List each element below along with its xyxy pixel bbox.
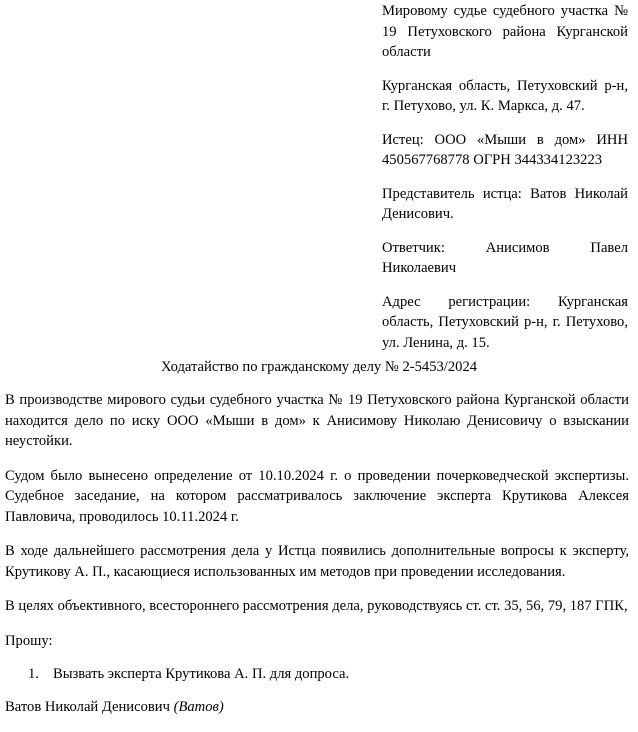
paragraph-additional-questions: В ходе дальнейшего рассмотрения дела у Истца появились дополнительные вопросы к эксперту, Крутикову А. П., касающиеся использованных им методов при проведении исследования. [5, 543, 629, 580]
court-name: Мировому судье судебного участка № 19 Петуховского района Курганской области [382, 3, 628, 60]
court-address: Курганская область, Петуховский р-н, г. Петухово, ул. К. Маркса, д. 47. [382, 77, 628, 114]
representative-info: Представитель истца: Ватов Николай Денисович. [382, 185, 628, 222]
paragraph-legal-basis: В целях объективного, всестороннего рассмотрения дела, руководствуясь ст. ст. 35, 56, 79, 187 ГПК, [5, 598, 628, 614]
defendant-address: Адрес регистрации: Курганская область, Петуховский р-н, г. Петухово, ул. Ленина, д. 15. [382, 293, 628, 351]
request-list [5, 664, 629, 685]
signer-name: Ватов Николай Денисович [5, 698, 170, 715]
document-body [5, 390, 629, 731]
handwritten-signature: (Ватов) [173, 698, 224, 715]
request-number: 1. [28, 666, 39, 682]
addressee-block [382, 1, 628, 366]
paragraph-case-info: В производстве мирового судьи судебного участка № 19 Петуховского района Курганской области находится дело по иску ООО «Мыши в дом» к Анисимову Николаю Денисовичу о взыскании неустойки. [5, 392, 629, 449]
paragraph-court-ruling: Судом было вынесено определение от 10.10.2024 г. о проведении почерковедческой экспертизы. Судебное заседание, на котором рассматривалось заключение эксперта Крутикова Алексея Павловича, проводилось 10.11.2024 г. [5, 467, 629, 525]
plaintiff-info: Истец: ООО «Мыши в дом» ИНН 450567768778 ОГРН 344334123223 [382, 131, 628, 168]
plea-heading: Прошу: [5, 632, 53, 649]
document-title: Ходатайство по гражданскому делу № 2-5453/2024 [160, 359, 478, 375]
list-item [28, 664, 629, 685]
defendant-info: Ответчик: Анисимов Павел Николаевич [382, 239, 628, 276]
signature-line [5, 697, 629, 718]
request-text: Вызвать эксперта Крутикова А. П. для допроса. [53, 666, 350, 682]
